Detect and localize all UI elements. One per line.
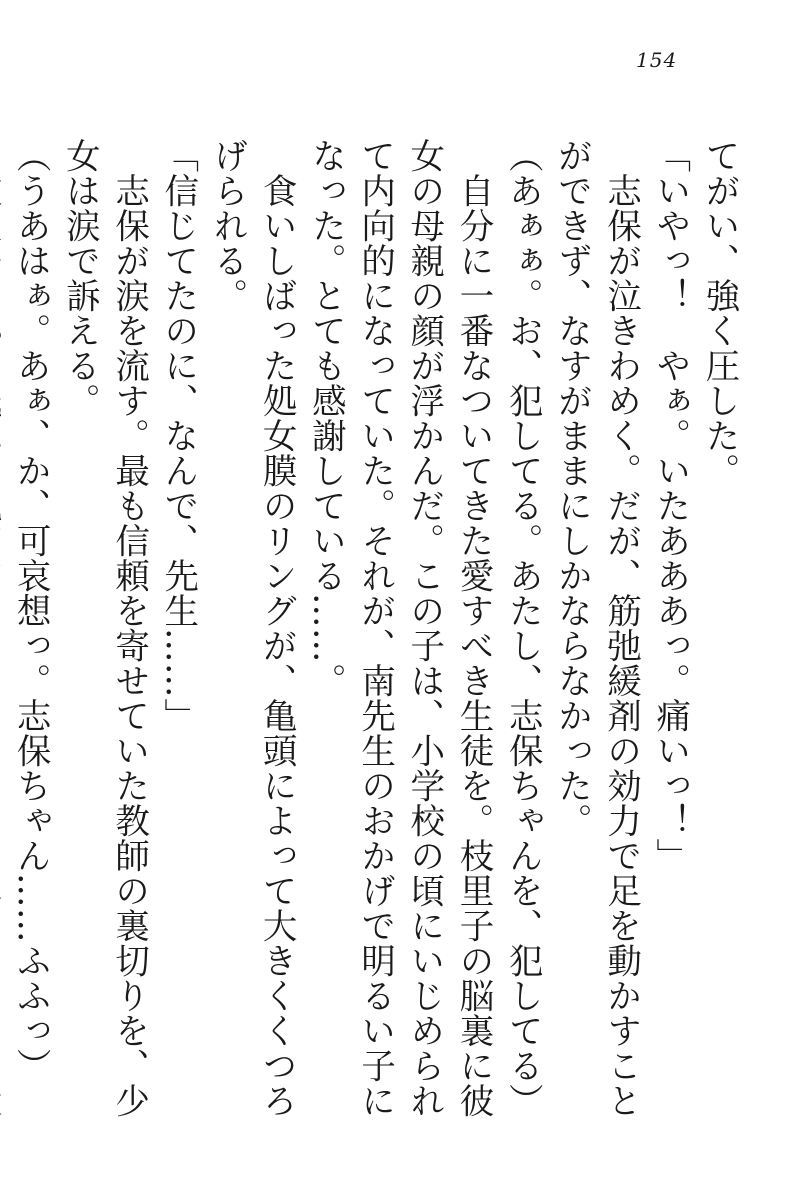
paragraph: 「いやっ！ やぁ。いたあああっ。痛いっ！」 — [649, 138, 690, 873]
page-number: 154 — [636, 48, 678, 72]
paragraph: 志保が涙を流す。最も信頼を寄せていた教師の裏切りを、少女は涙で訴える。 — [59, 138, 149, 1118]
vertical-text-body — [10, 138, 743, 1138]
paragraph: 食いしばった処女膜のリングが、亀頭によって大きくくつろげられる。 — [206, 138, 297, 1118]
paragraph — [0, 138, 5, 1138]
paragraph: 自分に一番なついてきた愛すべき生徒を。枝里子の脳裏に彼女の母親の顔が浮かんだ。この子は、小学校の頃にいじめられて内向的になっていた。それが、南先生のおかげで明るい子になった。とても感謝している……。 — [305, 138, 493, 1118]
paragraph: 志保が泣きわめく。だが、筋弛緩剤の効力で足を動かすことができず、なすがままにしかならなかった。 — [551, 138, 641, 1118]
paragraph: （あぁぁ。お、犯してる。あたし、志保ちゃんを、犯してる） — [502, 138, 543, 1118]
paragraph: 「信じてたのに、なんで、先生……」 — [157, 138, 198, 733]
paragraph: （うあはぁ。あぁ、か、可哀想っ。志保ちゃん……ふふっ） — [10, 138, 51, 1083]
paragraph: てがい、強く圧した。 — [699, 138, 739, 488]
